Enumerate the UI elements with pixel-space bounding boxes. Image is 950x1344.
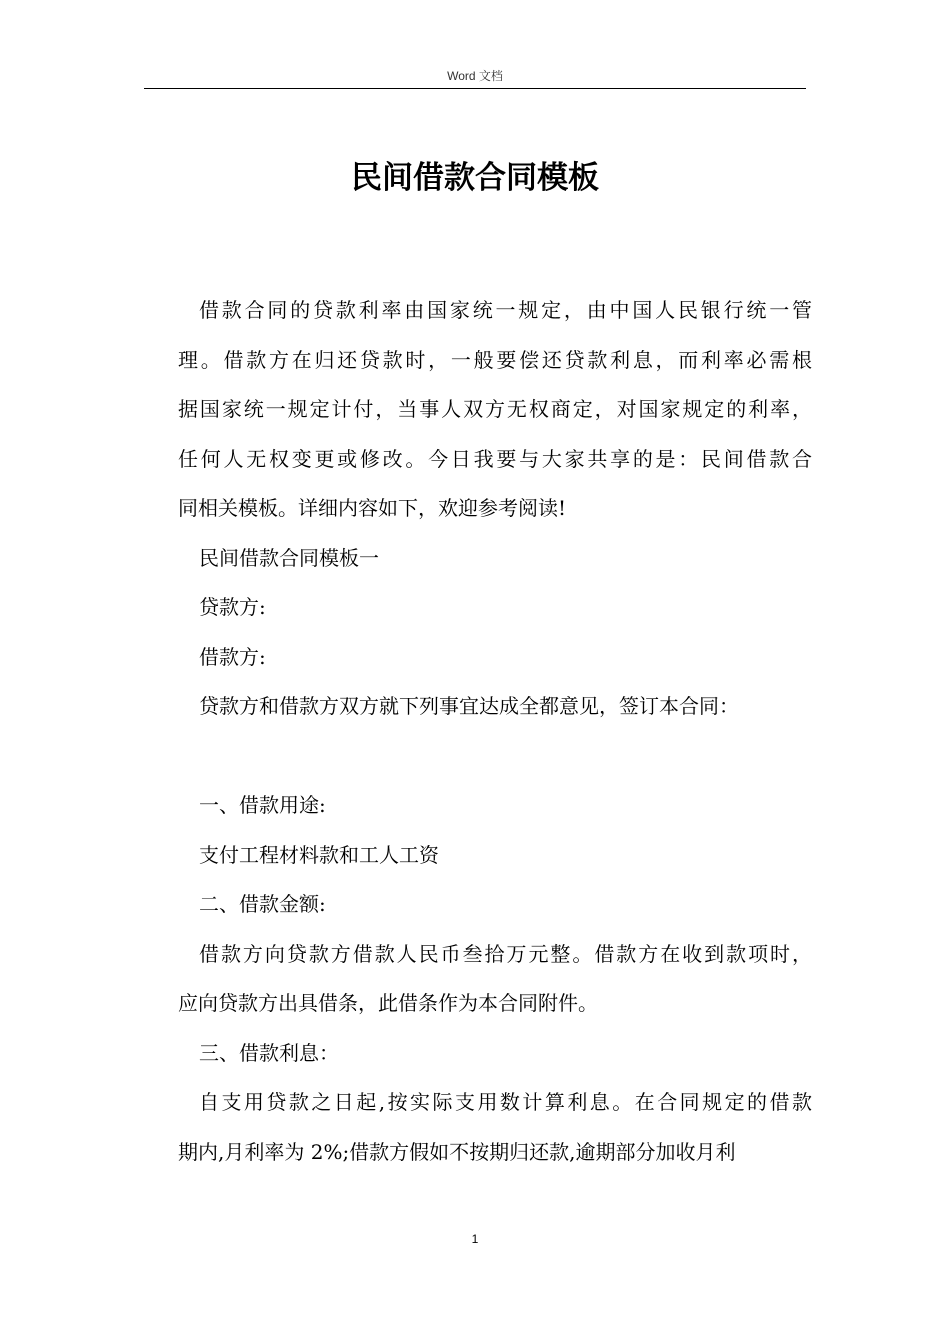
page-number: 1 (471, 1232, 479, 1246)
paragraph-line: 一、借款用途: (199, 793, 326, 817)
paragraph (178, 781, 812, 831)
paragraph-line: 同相关模板。详细内容如下，欢迎参考阅读! (178, 496, 567, 520)
header-rule (144, 88, 806, 89)
paragraph-line: 借款方: (199, 644, 266, 669)
paragraph-line: 期内,月利率为 2%;借款方假如不按期归还款,逾期部分加收月利 (178, 1139, 736, 1164)
paragraph-line: 三、借款利息： (199, 1040, 339, 1065)
paragraph (178, 682, 812, 732)
paragraph-line: 自支用贷款之日起,按实际支用数计算利息。在合同规定的借款 (199, 1090, 812, 1114)
paragraph (178, 534, 812, 584)
paragraph (178, 633, 812, 683)
paragraph-line: 据国家统一规定计付，当事人双方无权商定，对国家规定的利率， (178, 397, 812, 421)
paragraph-line: 支付工程材料款和工人工资 (199, 842, 439, 867)
paragraph-line: 理。借款方在归还贷款时，一般要偿还贷款利息，而利率必需根 (178, 347, 812, 372)
paragraph (178, 1078, 812, 1177)
paragraph-line: 贷款方和借款方双方就下列事宜达成全都意见，签订本合同： (199, 694, 739, 718)
paragraph-line: 贷款方: (199, 595, 266, 619)
blank-line (178, 732, 812, 782)
paragraph-line: 任何人无权变更或修改。今日我要与大家共享的是：民间借款合 (178, 446, 812, 471)
paragraph-line: 民间借款合同模板一 (199, 545, 379, 570)
document-title: 民间借款合同模板 (351, 160, 599, 196)
paragraph (178, 286, 812, 534)
paragraph (178, 930, 812, 1029)
paragraph-line: 借款方向贷款方借款人民币叁拾万元整。借款方在收到款项时， (199, 941, 812, 966)
document-body (178, 286, 812, 1177)
paragraph-line: 借款合同的贷款利率由国家统一规定，由中国人民银行统一管 (199, 298, 812, 322)
paragraph (178, 831, 812, 881)
paragraph-line: 二、借款金额: (199, 892, 326, 916)
paragraph (178, 1029, 812, 1079)
paragraph (178, 583, 812, 633)
paragraph-line: 应向贷款方出具借条，此借条作为本合同附件。 (178, 991, 598, 1015)
page-header: Word 文档 (447, 69, 503, 83)
paragraph (178, 880, 812, 930)
